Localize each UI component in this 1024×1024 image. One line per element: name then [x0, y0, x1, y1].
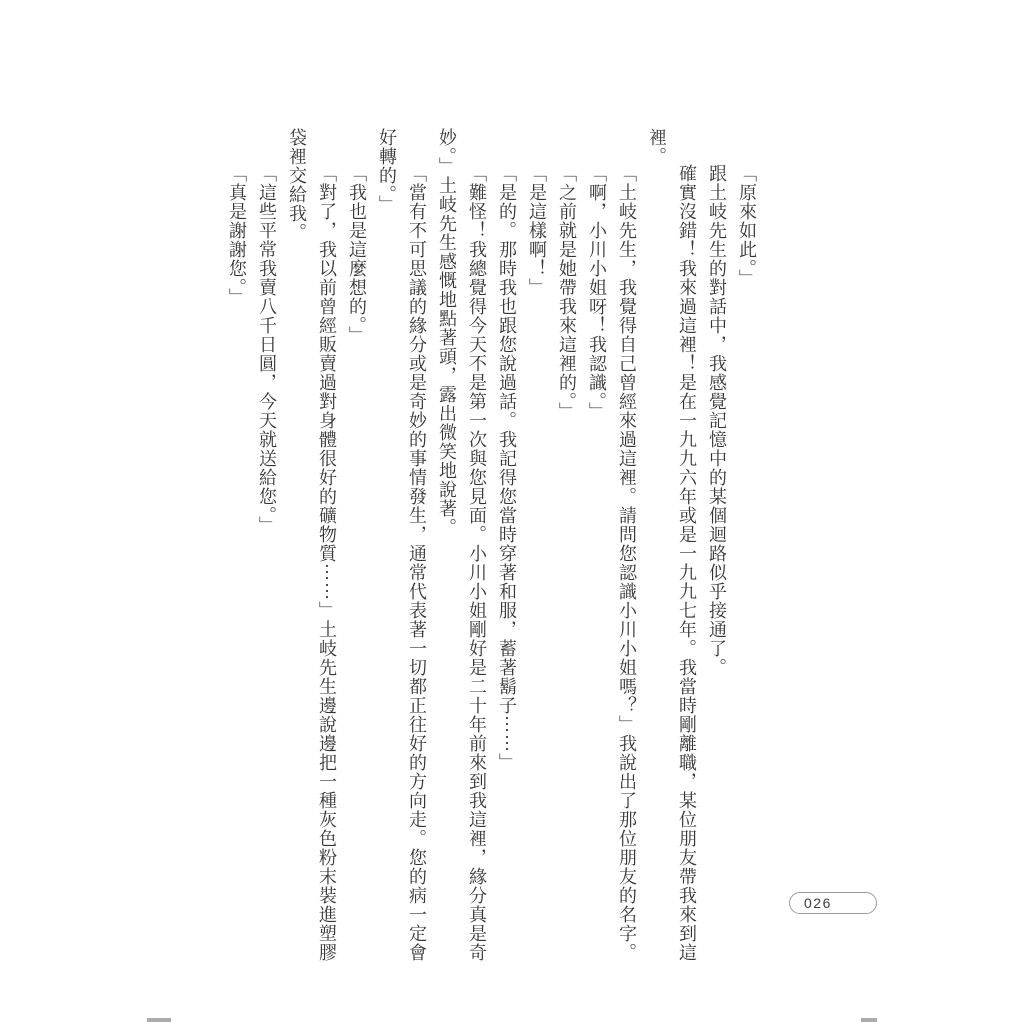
text-column: 跟土岐先生的對話中，我感覺記憶中的某個迴路似乎接通了。: [707, 164, 727, 677]
text-column: 妙。」土岐先生感慨地點著頭，露出微笑地說著。: [437, 128, 457, 537]
text-column: 「對了，我以前曾經販賣過對身體很好的礦物質⋯⋯」土岐先生邊說邊把一種灰色粉末裝進塑膠: [317, 164, 337, 962]
text-column: 「之前就是她帶我來這裡的。」: [557, 164, 577, 421]
text-column: 好轉的。」: [377, 128, 397, 214]
text-column: 確實沒錯！我來過這裡！是在一九九六年或是一九九七年。我當時剛離職，某位朋友帶我來到這: [677, 164, 697, 962]
text-column: 「啊，小川小姐呀！我認識。」: [587, 164, 607, 421]
text-column: 「是的。那時我也跟您說過話。我記得您當時穿著和服，蓄著鬍子⋯⋯」: [497, 164, 517, 772]
text-column: 「原來如此。」: [737, 164, 757, 288]
text-column: 「是這樣啊！」: [527, 164, 547, 297]
text-column: 「這些平常我賣八千日圓，今天就送給您。」: [257, 164, 277, 535]
text-column: 「真是謝謝您。」: [227, 164, 247, 307]
page-number-badge: [789, 892, 877, 914]
clipped-glyph-mark-right: [861, 1018, 877, 1022]
text-column: 「土岐先生，我覺得自己曾經來過這裡。請問您認識小川小姐嗎？」我說出了那位朋友的名字。: [617, 164, 637, 962]
text-column: 袋裡交給我。: [287, 128, 307, 242]
clipped-glyph-mark-left: [147, 1018, 171, 1022]
text-block: [222, 128, 762, 962]
page-number: 026: [804, 895, 832, 911]
text-column: 「難怪！我總覺得今天不是第一次與您見面。小川小姐剛好是二十年前來到我這裡，緣分真是奇: [467, 164, 487, 962]
text-column: 「當有不可思議的緣分或是奇妙的事情發生，通常代表著一切都正往好的方向走。您的病一定會: [407, 164, 427, 962]
text-column: 裡。: [647, 128, 667, 166]
text-column: 「我也是這麼想的。」: [347, 164, 367, 345]
